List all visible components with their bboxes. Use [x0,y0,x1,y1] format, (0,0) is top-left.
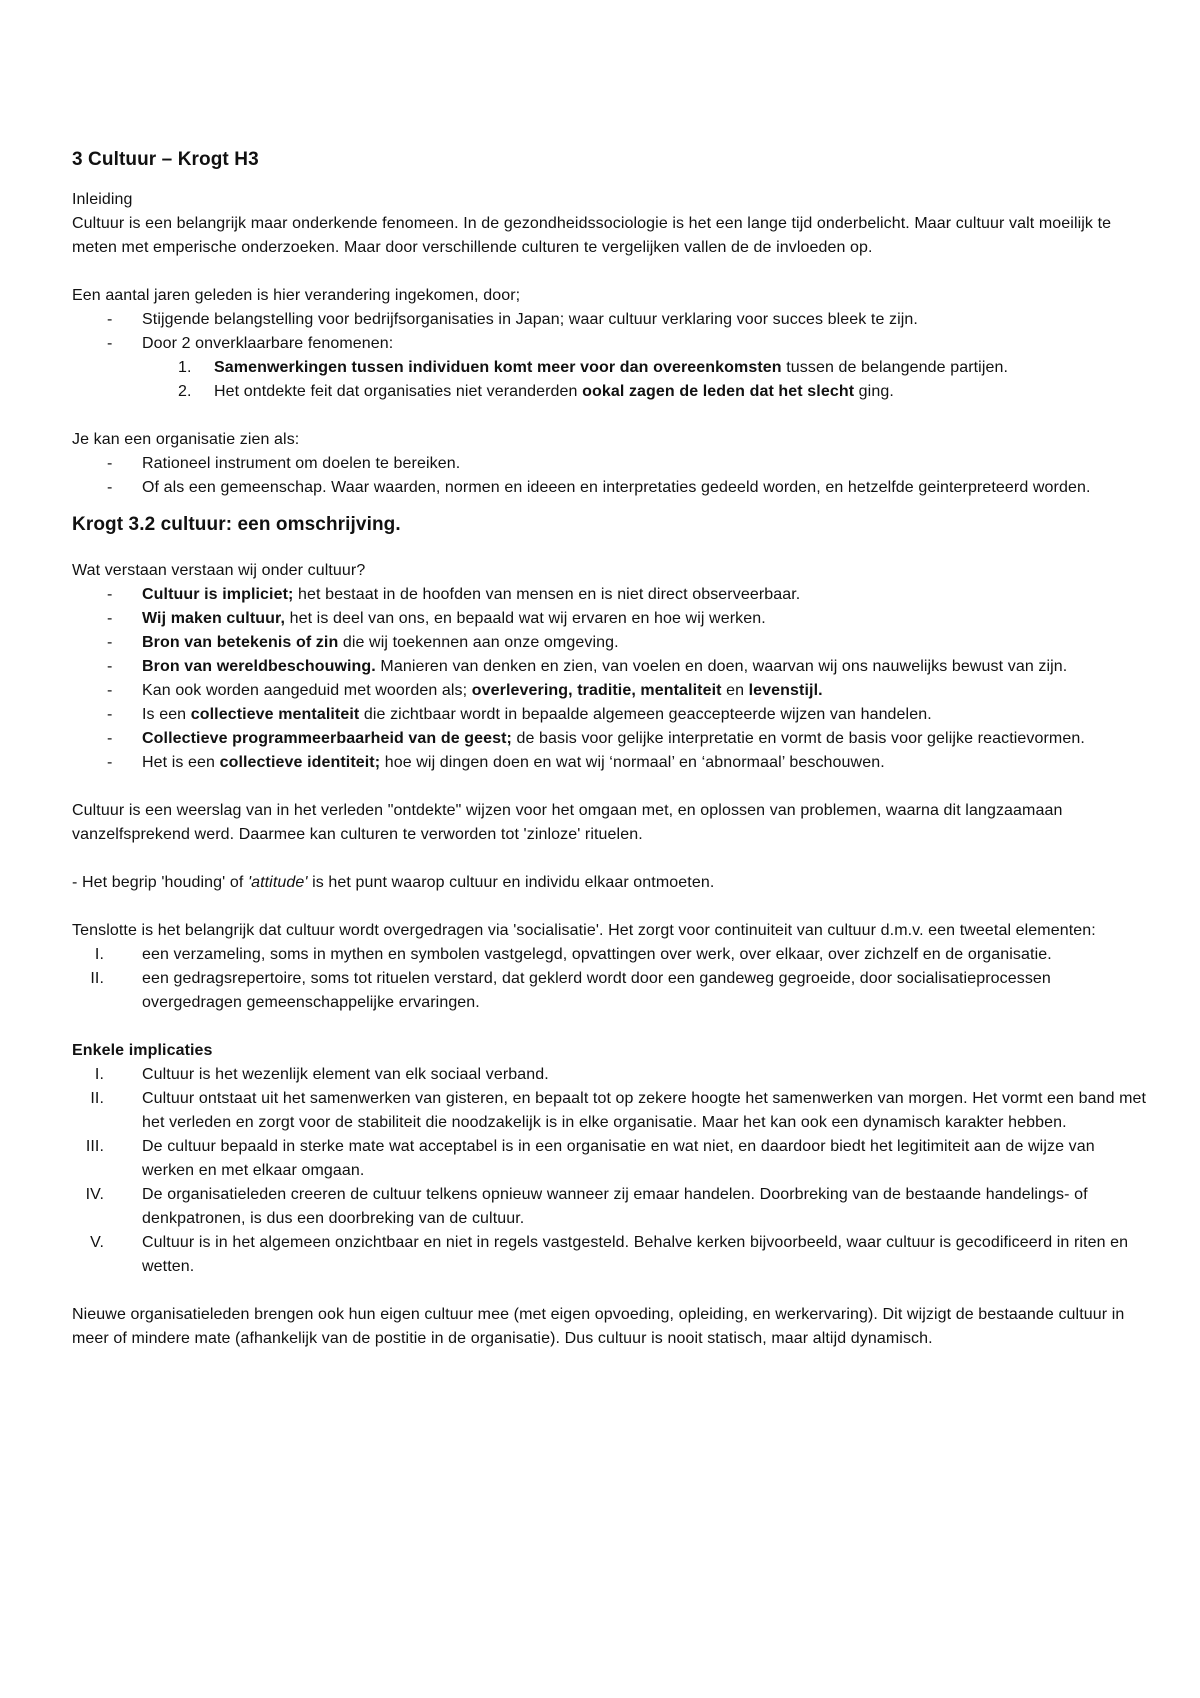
list-item: 1. Samenwerkingen tussen individuen komt meer voor dan overeenkomsten tussen de belangende partijen. [178,359,1009,376]
question: Wat verstaan verstaan wij onder cultuur? [72,562,366,579]
closing-paragraph: Nieuwe organisatieleden brengen ook hun eigen cultuur mee (met eigen opvoeding, opleiding, en werkervaring). Dit wijzigt de bestaande cultuur in meer of mindere mate (afhankelijk van de postitie in de organisatie). Dus cultuur is nooit statisch, maar altijd dynamisch. [72,1306,1125,1347]
elements-list [72,943,1150,1015]
document-page [72,148,1150,1351]
list-item: - Door 2 onverklaarbare fenomenen: [107,335,394,352]
list-item: - Collectieve programmeerbaarheid van de geest; de basis voor gelijke interpretatie en vormt de basis voor gelijke reactievormen. [107,730,1085,747]
phenomena-list [72,356,1150,404]
definition-list [72,583,1150,775]
section-heading: Krogt 3.2 cultuur: een omschrijving. [72,514,401,535]
weerslag-paragraph: Cultuur is een weerslag van in het verleden "ontdekte" wijzen voor het omgaan met, en oplossen van problemen, waarna dit langzaamaan vanzelfsprekend werd. Daarmee kan culturen te verworden tot 'zinloze' rituelen. [72,802,1063,843]
list-item: - Het is een collectieve identiteit; hoe wij dingen doen en wat wij ‘normaal’ en ‘abnormaal’ beschouwen. [107,754,885,771]
list-item: II. een gedragsrepertoire, soms tot rituelen verstard, dat geklerd wordt door een gandeweg gegroeide, door socialisatieprocessen overgedragen gemeenschappelijke ervaringen. [90,970,1051,1011]
list-item: - Bron van wereldbeschouwing. Manieren van denken en zien, van voelen en doen, waarvan wij ons nauwelijks bewust van zijn. [107,658,1068,675]
list-item: 2. Het ontdekte feit dat organisaties niet veranderden ookal zagen de leden dat het slecht ging. [178,383,894,400]
list-item: III. De cultuur bepaald in sterke mate wat acceptabel is in een organisatie en wat niet, en daardoor biedt het legitimiteit aan de wijze van werken en met elkaar omgaan. [85,1138,1095,1179]
list-item: - Is een collectieve mentaliteit die zichtbaar wordt in bepaalde algemeen geaccepteerde wijzen van handelen. [107,706,932,723]
list-item: - Rationeel instrument om doelen te bereiken. [107,455,461,472]
change-list [72,308,1150,356]
page-title: 3 Cultuur – Krogt H3 [72,149,259,170]
list-item: - Wij maken cultuur, het is deel van ons, en bepaald wat wij ervaren en hoe wij werken. [107,610,766,627]
list-item: I. Cultuur is het wezenlijk element van elk sociaal verband. [94,1066,549,1083]
list-item: - Of als een gemeenschap. Waar waarden, normen en ideeen en interpretaties gedeeld worden, en hetzelfde geinterpreteerd worden. [107,479,1091,496]
org-list [72,452,1150,500]
list-item: - Cultuur is impliciet; het bestaat in de hoofden van mensen en is niet direct observeerbaar. [107,586,801,603]
list-item: - Stijgende belangstelling voor bedrijfsorganisaties in Japan; waar cultuur verklaring voor succes bleek te zijn. [107,311,918,328]
socialisatie-paragraph: Tenslotte is het belangrijk dat cultuur wordt overgedragen via 'socialisatie'. Het zorgt voor continuiteit van cultuur d.m.v. een tweetal elementen: [72,922,1096,939]
change-intro: Een aantal jaren geleden is hier verandering ingekomen, door; [72,287,521,304]
list-item: V. Cultuur is in het algemeen onzichtbaar en niet in regels vastgesteld. Behalve kerken bijvoorbeeld, waar cultuur is gecodificeerd in riten en wetten. [90,1234,1129,1275]
list-item: - Bron van betekenis of zin die wij toekennen aan onze omgeving. [107,634,619,651]
attitude-paragraph: - Het begrip 'houding' of 'attitude' is het punt waarop cultuur en individu elkaar ontmoeten. [72,874,715,891]
intro-paragraph: Cultuur is een belangrijk maar onderkende fenomeen. In de gezondheidssociologie is het een lange tijd onderbelicht. Maar cultuur valt moeilijk te meten met emperische onderzoeken. Maar door verschillende culturen te vergelijken vallen de de invloeden op. [72,215,1112,256]
list-item: I. een verzameling, soms in mythen en symbolen vastgelegd, opvattingen over werk, over elkaar, over zichzelf en de organisatie. [94,946,1052,963]
org-intro: Je kan een organisatie zien als: [72,431,300,448]
implicaties-list [72,1063,1150,1279]
implicaties-heading: Enkele implicaties [72,1042,213,1059]
list-item: - Kan ook worden aangeduid met woorden als; overlevering, traditie, mentaliteit en levenstijl. [107,682,823,699]
list-item: II. Cultuur ontstaat uit het samenwerken van gisteren, en bepaalt tot op zekere hoogte het samenwerken van morgen. Het vormt een band met het verleden en zorgt voor de stabiliteit die noodzakelijk is in elke organisatie. Maar het kan ook een dynamisch karakter hebben. [90,1090,1147,1131]
inleiding-label: Inleiding [72,191,133,208]
list-item: IV. De organisatieleden creeren de cultuur telkens opnieuw wanneer zij emaar handelen. Doorbreking van de bestaande handelings- of denkpatronen, is dus een doorbreking van de cultuur. [85,1186,1088,1227]
